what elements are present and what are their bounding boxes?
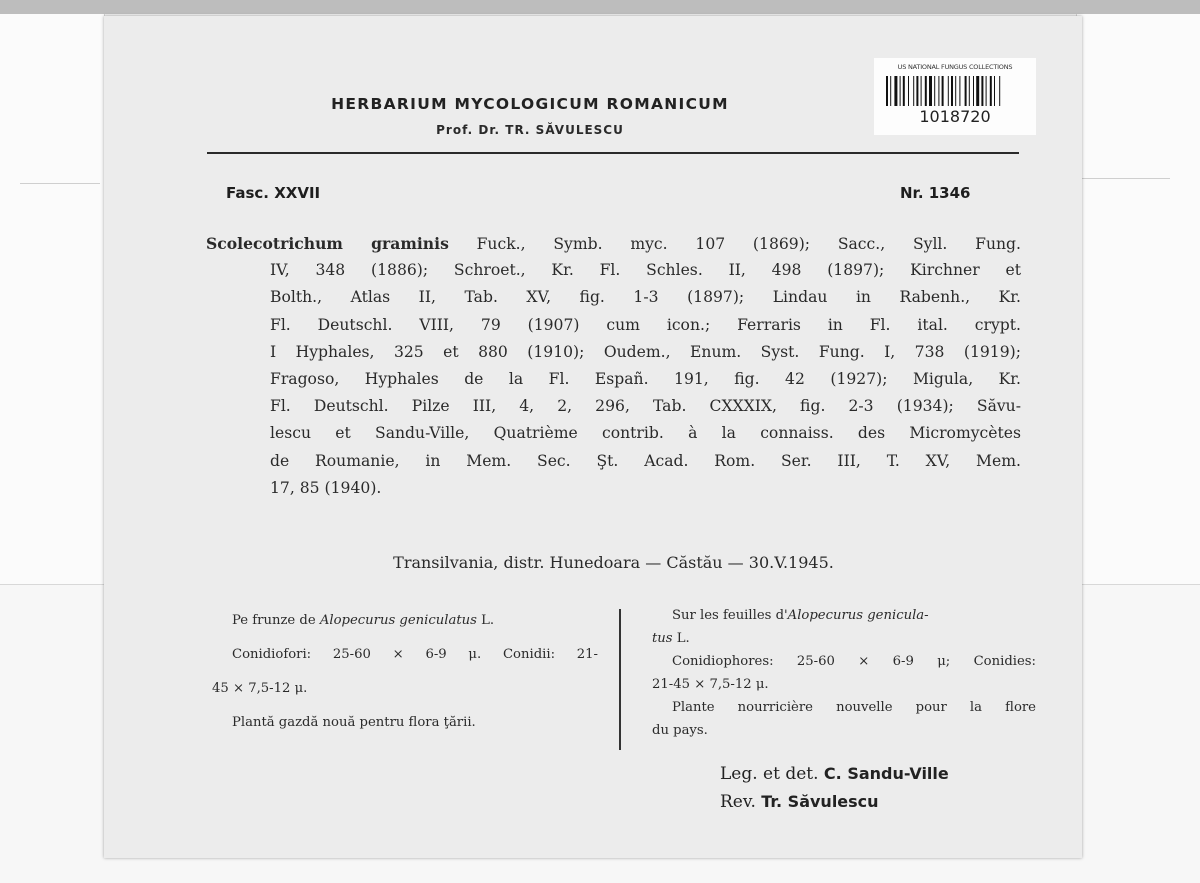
- barcode-bar: [913, 76, 914, 106]
- collector-name: C. Sandu-Ville: [823, 764, 949, 783]
- fascicle-label: Fasc. XXVII: [226, 184, 321, 202]
- citation-line: I Hyphales, 325 et 880 (1910); Oudem., Enum. Syst. Fung. I, 738 (1919);: [270, 342, 1021, 361]
- barcode-bar: [925, 76, 927, 106]
- citation-line: Fl. Deutschl. Pilze III, 4, 2, 296, Tab. CXXXIX, fig. 2-3 (1934); Săvu-: [270, 397, 1021, 416]
- citation-line: Fragoso, Hyphales de la Fl. Españ. 191, fig. 42 (1927); Migula, Kr.: [270, 369, 1021, 388]
- citation-line: lescu et Sandu-Ville, Quatrième contrib. à la connaiss. des Micromycètes: [270, 424, 1021, 443]
- species-name: Scolecotrichum graminis: [206, 234, 449, 253]
- citation-line: de Roumanie, in Mem. Sec. Şt. Acad. Rom. Ser. III, T. XV, Mem.: [270, 451, 1021, 470]
- barcode-bar: [965, 76, 967, 106]
- conidia-line: Conidiofori: 25-60 × 6-9 μ. Conidii: 21-: [232, 647, 598, 662]
- barcode-bar: [938, 76, 939, 106]
- barcode-bar: [929, 76, 932, 106]
- host-line: Pe frunze de Alopecurus geniculatus L.: [232, 613, 495, 628]
- barcode-number: 1018720: [919, 107, 991, 126]
- barcode-icon: [886, 76, 1024, 106]
- citation-line: [206, 230, 1021, 257]
- barcode-bar: [986, 76, 987, 106]
- barcode-bar: [955, 76, 956, 106]
- host-line: Sur les feuilles d'Alopecurus genicula-: [672, 608, 929, 623]
- citation-line: 17, 85 (1940).: [270, 478, 382, 497]
- sheet-guide-line: [20, 183, 100, 184]
- barcode-bar: [973, 76, 974, 106]
- barcode-bar: [900, 76, 901, 106]
- barcode-bar: [886, 76, 888, 106]
- reviewer-name: Tr. Săvulescu: [761, 792, 879, 811]
- host-name: tus: [652, 631, 673, 646]
- barcode-bar: [994, 76, 995, 106]
- host-line: tus L.: [652, 631, 690, 646]
- citation-line: IV, 348 (1886); Schroet., Kr. Fl. Schles. II, 498 (1897); Kirchner et: [270, 261, 1021, 280]
- conidia-line: Conidiophores: 25-60 × 6-9 μ; Conidies:: [672, 654, 1036, 669]
- citation-text: Fuck., Symb. myc. 107 (1869); Sacc., Syll. Fung.: [448, 235, 1021, 253]
- conidia-line: 21-45 × 7,5-12 μ.: [652, 677, 769, 692]
- barcode-bar: [921, 76, 922, 106]
- barcode-bar: [990, 76, 992, 106]
- specimen-number: Nr. 1346: [900, 184, 971, 202]
- barcode-bar: [942, 76, 944, 106]
- locality-date: Transilvania, distr. Hunedoara — Căstău — 30.V.1945.: [393, 553, 834, 572]
- sheet-guide-line: [1080, 178, 1170, 179]
- barcode-bar: [959, 76, 960, 106]
- barcode-bar: [969, 76, 970, 106]
- host-name: Alopecurus geniculatus: [319, 613, 477, 628]
- citation-line: Fl. Deutschl. VIII, 79 (1907) cum icon.; Ferraris in Fl. ital. crypt.: [270, 315, 1021, 334]
- barcode-bar: [908, 76, 909, 106]
- reviewer-line: Rev. Tr. Săvulescu: [720, 792, 879, 812]
- host-name: Alopecurus genicula-: [787, 608, 929, 623]
- background-sheet-right: [1076, 14, 1200, 584]
- barcode-bar: [916, 76, 918, 106]
- barcode-bar: [903, 76, 905, 106]
- host-note: Plante nourricière nouvelle pour la flore: [672, 700, 1036, 715]
- barcode-bar: [934, 76, 935, 106]
- background-sheet-left: [0, 14, 105, 584]
- barcode-bar: [976, 76, 979, 106]
- barcode-bar: [999, 76, 1000, 106]
- herbarium-curator: Prof. Dr. TR. SĂVULESCU: [436, 123, 624, 137]
- french-notes: [652, 604, 1036, 742]
- collector-block: [720, 760, 949, 816]
- barcode-sticker: [874, 58, 1036, 135]
- barcode-bar: [948, 76, 949, 106]
- host-note: Plantă gazdă nouă pentru flora ţării.: [232, 715, 476, 730]
- barcode-bar: [894, 76, 897, 106]
- barcode-bar: [981, 76, 983, 106]
- citation-line: Bolth., Atlas II, Tab. XV, fig. 1-3 (1897); Lindau in Rabenh., Kr.: [270, 288, 1021, 307]
- header-rule: [207, 152, 1019, 154]
- host-note: du pays.: [652, 723, 708, 738]
- citation-block: [206, 230, 1021, 502]
- barcode-bar: [951, 76, 953, 106]
- herbarium-title: HERBARIUM MYCOLOGICUM ROMANICUM: [331, 95, 729, 113]
- collector-line: Leg. et det. C. Sandu-Ville: [720, 764, 949, 784]
- column-divider: [619, 609, 621, 750]
- barcode-caption: US NATIONAL FUNGUS COLLECTIONS: [897, 63, 1013, 71]
- conidia-line: 45 × 7,5-12 μ.: [212, 681, 308, 696]
- background-strip: [0, 0, 1200, 14]
- barcode-bar: [890, 76, 891, 106]
- romanian-notes: [212, 604, 598, 740]
